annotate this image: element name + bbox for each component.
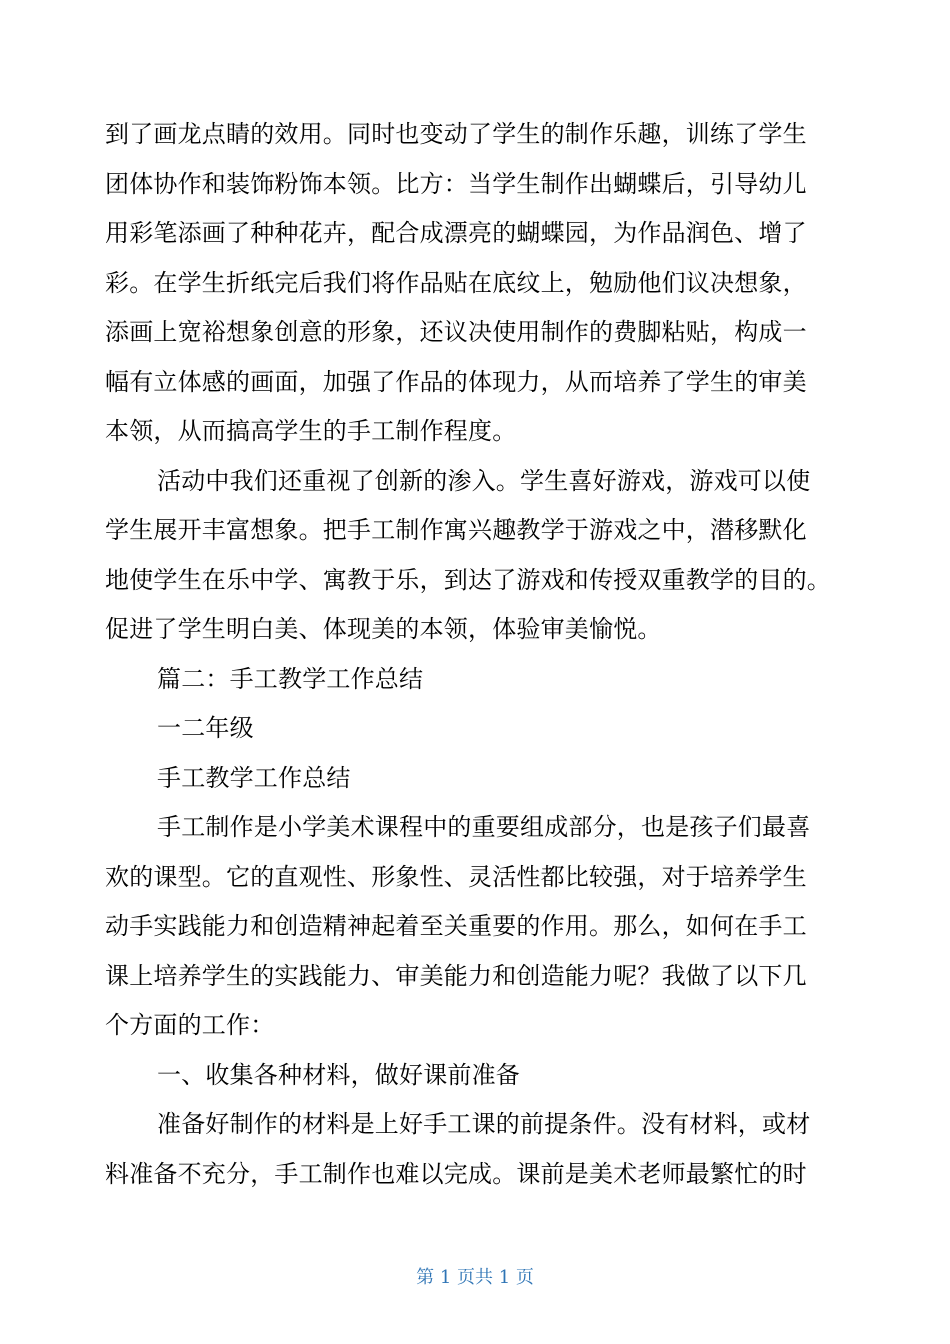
text-line: 动手实践能力和创造精神起着至关重要的作用。那么，如何在手工 — [105, 912, 807, 940]
text-line: 添画上宽裕想象创意的形象，还议决使用制作的费脚粘贴，构成一 — [105, 318, 807, 346]
text-line: 料准备不充分，手工制作也难以完成。课前是美术老师最繁忙的时 — [105, 1159, 807, 1188]
text-line: 用彩笔添画了种种花卉，配合成漂亮的蝴蝶园，为作品润色、增了 — [105, 219, 807, 247]
section-heading: 篇二：手工教学工作总结 — [157, 664, 424, 693]
text-line: 个方面的工作： — [105, 1011, 275, 1039]
text-line: 课上培养学生的实践能力、审美能力和创造能力呢？我做了以下几 — [105, 961, 807, 990]
text-line: 促进了学生明白美、体现美的本领，体验审美愉悦。 — [105, 615, 662, 643]
text-line: 活动中我们还重视了创新的渗入。学生喜好游戏，游戏可以使 — [157, 466, 811, 495]
text-line: 欢的课型。它的直观性、形象性、灵活性都比较强，对于培养学生 — [105, 862, 807, 891]
text-line: 手工制作是小学美术课程中的重要组成部分，也是孩子们最喜 — [157, 813, 811, 841]
text-line: 本领，从而搞高学生的手工制作程度。 — [105, 417, 517, 445]
text-line: 地使学生在乐中学、寓教于乐，到达了游戏和传授双重教学的目的。 — [105, 565, 831, 594]
text-line: 到了画龙点睛的效用。同时也变动了学生的制作乐趣，训练了学生 — [105, 120, 807, 148]
page-footer: 第 1 页共 1 页 — [416, 1267, 534, 1288]
text-line: 准备好制作的材料是上好手工课的前提条件。没有材料，或材 — [157, 1110, 811, 1138]
text-line: 学生展开丰富想象。把手工制作寓兴趣教学于游戏之中，潜移默化 — [105, 516, 807, 544]
text-line: 团体协作和装饰粉饰本领。比方：当学生制作出蝴蝶后，引导幼儿 — [105, 169, 807, 198]
summary-title: 手工教学工作总结 — [157, 763, 351, 792]
grade-heading: 一二年级 — [157, 714, 254, 742]
text-line: 彩。在学生折纸完后我们将作品贴在底纹上，勉励他们议决想象， — [105, 268, 807, 297]
document-body — [105, 110, 845, 1199]
text-line: 幅有立体感的画面，加强了作品的体现力，从而培养了学生的审美 — [105, 367, 807, 396]
subsection-heading: 一、收集各种材料，做好课前准备 — [157, 1060, 520, 1089]
